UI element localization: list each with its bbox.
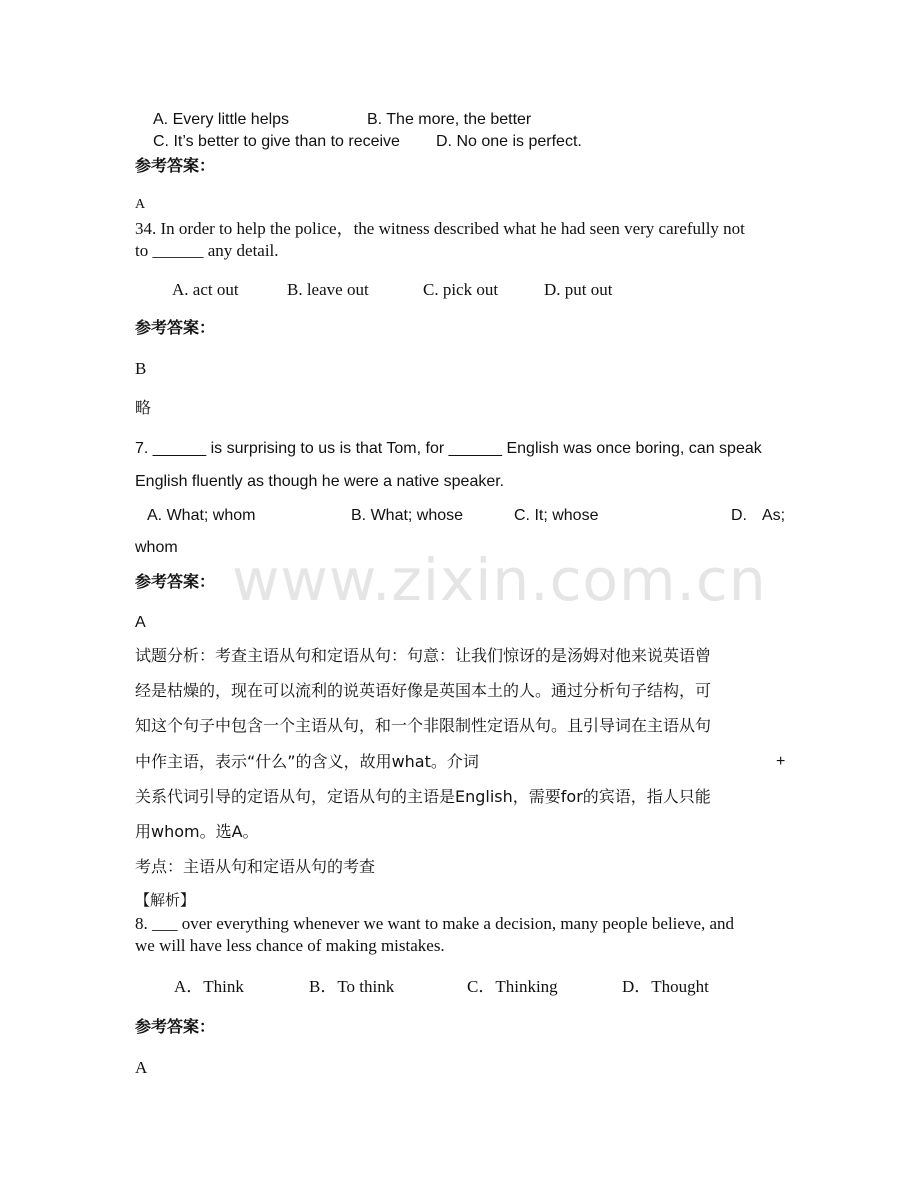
watermark: www.zixin.com.cn bbox=[232, 546, 767, 614]
answer-label: 参考答案： bbox=[135, 1017, 216, 1036]
option-b: B. The more, the better bbox=[367, 111, 532, 128]
question-7-line-1: 7. ______ is surprising to us is that Tom, for ______ English was once boring, can speak bbox=[135, 440, 762, 457]
option-a: A. What; whom bbox=[147, 507, 256, 524]
kaodian-line: 考点：主语从句和定语从句的考查 bbox=[135, 857, 376, 876]
answer-note: 略 bbox=[135, 398, 152, 417]
question-34-line-2: to ______ any detail. bbox=[135, 241, 279, 260]
answer-label: 参考答案： bbox=[135, 318, 216, 337]
analysis-line-4: 中作主语，表示“什么”的含义，故用what。介词 bbox=[135, 752, 479, 771]
answer-value: A bbox=[135, 197, 146, 212]
analysis-line-2: 经是枯燥的，现在可以流利的说英语好像是英国本土的人。通过分析句子结构，可 bbox=[135, 681, 712, 700]
option-c: C. pick out bbox=[423, 280, 499, 299]
option-d: D. put out bbox=[544, 280, 613, 299]
option-b: B. What; whose bbox=[351, 507, 464, 524]
option-a: A. act out bbox=[172, 280, 239, 299]
analysis-line-5: 关系代词引导的定语从句，定语从句的主语是English，需要for的宾语，指人只能 bbox=[135, 787, 711, 806]
option-d-text: As; bbox=[762, 507, 786, 524]
analysis-line-1: 试题分析：考查主语从句和定语从句：句意：让我们惊讶的是汤姆对他来说英语曾 bbox=[135, 646, 712, 665]
option-b: B．To think bbox=[309, 977, 395, 996]
option-d-continued: whom bbox=[135, 539, 178, 556]
question-8-line-2: we will have less chance of making mistakes. bbox=[135, 936, 445, 955]
question-7-line-2: English fluently as though he were a native speaker. bbox=[135, 473, 505, 490]
option-c: C. It’s better to give than to receive bbox=[153, 133, 400, 150]
answer-label: 参考答案： bbox=[135, 156, 216, 175]
answer-value: A bbox=[135, 614, 146, 631]
option-d: D. No one is perfect. bbox=[436, 133, 582, 150]
answer-value: B bbox=[135, 359, 147, 378]
question-8-line-1: 8. ___ over everything whenever we want to make a decision, many people believe, and bbox=[135, 914, 735, 933]
option-c: C．Thinking bbox=[467, 977, 558, 996]
jiexi-label: 【解析】 bbox=[135, 891, 196, 909]
question-34-line-1: 34. In order to help the police，the witness described what he had seen very carefully not bbox=[135, 219, 745, 238]
analysis-line-3: 知这个句子中包含一个主语从句，和一个非限制性定语从句。且引导词在主语从句 bbox=[135, 716, 712, 735]
analysis-plus-sign: + bbox=[776, 753, 786, 770]
option-d: D．Thought bbox=[622, 977, 709, 996]
option-d-letter: D. bbox=[731, 507, 747, 524]
answer-value: A bbox=[135, 1058, 148, 1077]
answer-label: 参考答案： bbox=[135, 572, 216, 591]
analysis-line-6: 用whom。选A。 bbox=[135, 822, 259, 841]
option-a: A．Think bbox=[174, 977, 244, 996]
option-b: B. leave out bbox=[287, 280, 369, 299]
option-c: C. It; whose bbox=[514, 507, 599, 524]
option-a: A. Every little helps bbox=[153, 111, 290, 128]
